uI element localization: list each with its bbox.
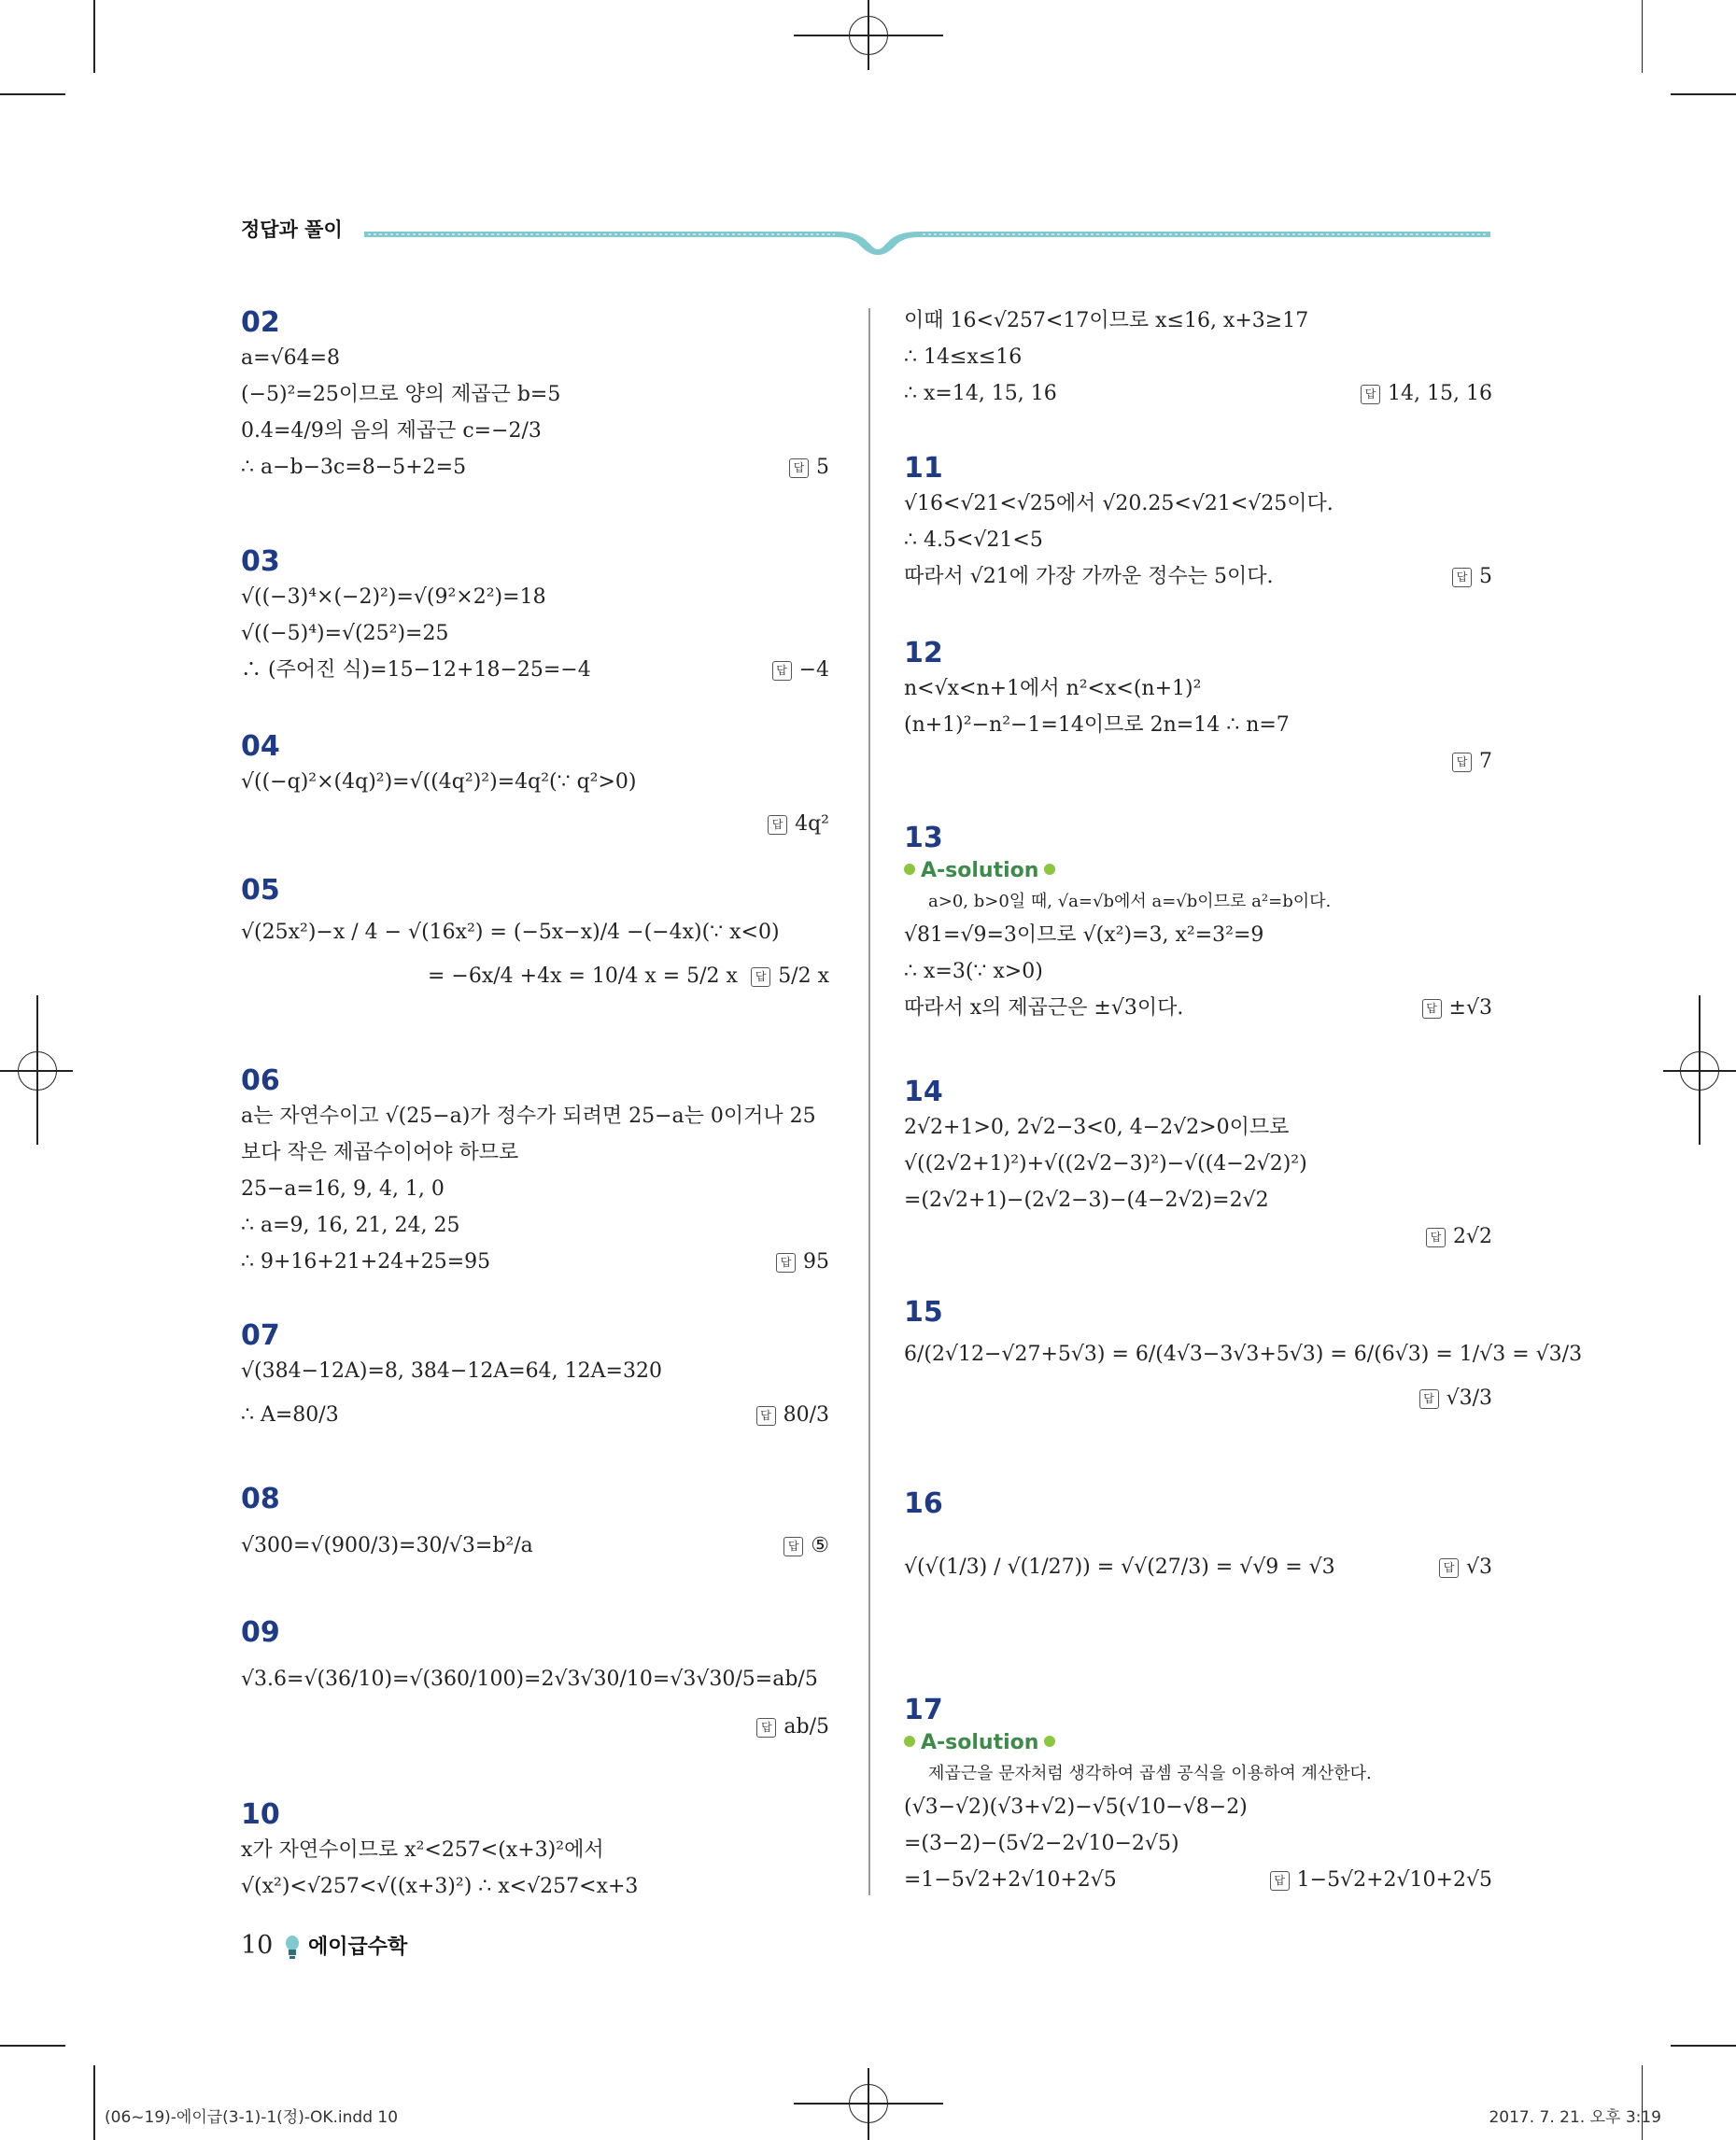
problem-number: 02	[241, 306, 280, 339]
column-divider	[868, 308, 870, 1895]
solution-line: √300=√(900/3)=30/√3=b²/a	[241, 1534, 533, 1557]
solution-line: √(√(1/3) / √(1/27)) = √√(27/3) = √√9 = √3	[904, 1556, 1335, 1579]
answer	[772, 652, 829, 688]
solution-line: 이때 16<√257<17이므로 x≤16, x+3≥17	[904, 309, 1309, 332]
answer-value: 4q²	[795, 812, 829, 836]
answer-value: 14, 15, 16	[1388, 382, 1492, 405]
problem-16	[904, 1487, 1502, 1585]
solution-line: (n+1)²−n²−1=14이므로 2n=14 ∴ n=7	[904, 713, 1290, 737]
problem-number: 12	[904, 637, 943, 669]
answer	[1422, 990, 1492, 1026]
solution-line: a=√64=8	[241, 346, 340, 370]
answer-mark: 답	[756, 1718, 776, 1738]
answer-value: ab/5	[783, 1715, 829, 1739]
a-solution-note: 제곱근을 문자처럼 생각하여 곱셈 공식을 이용하여 계산한다.	[928, 1764, 1372, 1783]
answer-mark: 답	[1270, 1871, 1290, 1891]
answer	[756, 1709, 829, 1745]
solution-line: √16<√21<√25에서 √20.25<√21<√25이다.	[904, 492, 1334, 515]
answer	[768, 806, 829, 842]
crop-mark	[1642, 2065, 1644, 2140]
problem-number: 13	[904, 822, 943, 854]
answer-value: 5/2 x	[778, 964, 829, 988]
answer-mark: 답	[772, 661, 792, 681]
answer-mark: 답	[751, 967, 770, 987]
solution-line: 2√2+1>0, 2√2−3<0, 4−2√2>0이므로	[904, 1116, 1290, 1139]
solution-line: ∴ a=9, 16, 21, 24, 25	[241, 1214, 460, 1237]
problem-10	[241, 1798, 839, 1905]
solution-line: ∴ 4.5<√21<5	[904, 528, 1043, 552]
answer	[1452, 558, 1492, 595]
answer-mark: 답	[1426, 1228, 1446, 1247]
solution-line: =(2√2+1)−(2√2−3)−(4−2√2)=2√2	[904, 1189, 1269, 1212]
problem-number: 04	[241, 730, 280, 763]
problem-03	[241, 545, 839, 688]
problem-number: 06	[241, 1064, 280, 1097]
problem-02	[241, 306, 839, 486]
solution-line: √((−3)⁴×(−2)²)=√(9²×2²)=18	[241, 585, 546, 609]
print-slug-file: (06~19)-에이급(3-1)-1(정)-OK.indd 10	[105, 2108, 399, 2127]
solution-line: ∴ a−b−3c=8−5+2=5	[241, 456, 467, 479]
crop-mark	[1671, 2045, 1736, 2047]
crop-mark	[0, 2045, 65, 2047]
lightbulb-icon	[283, 1935, 302, 1961]
problem-number: 14	[904, 1076, 943, 1108]
answer-value: √3	[1465, 1556, 1492, 1579]
answer	[756, 1397, 829, 1433]
problem-12	[904, 637, 1502, 780]
solution-line: ∴ (주어진 식)=15−12+18−25=−4	[241, 658, 591, 682]
problem-number: 17	[904, 1694, 943, 1726]
problem-05	[241, 874, 839, 994]
solution-line: 0.4̇=4/9의 음의 제곱근 c=−2/3	[241, 419, 542, 443]
problem-number: 11	[904, 452, 943, 485]
solution-line: 보다 작은 제곱수이어야 하므로	[241, 1141, 519, 1164]
answer-mark: 답	[756, 1406, 776, 1426]
problem-number: 03	[241, 545, 280, 578]
solution-line: =(3−2)−(5√2−2√10−2√5)	[904, 1832, 1179, 1855]
problem-17	[904, 1694, 1502, 1898]
crop-mark	[0, 93, 65, 95]
solution-line: x가 자연수이므로 x²<257<(x+3)²에서	[241, 1838, 604, 1862]
answer-value: 80/3	[783, 1403, 829, 1427]
solution-line: (√3−√2)(√3+√2)−√5(√10−√8−2)	[904, 1795, 1248, 1819]
answer-mark: 답	[783, 1537, 803, 1556]
answer-mark: 답	[1452, 568, 1472, 587]
crop-mark	[1642, 0, 1644, 73]
problem-number: 16	[904, 1487, 943, 1520]
answer	[1270, 1862, 1492, 1898]
answer-value: 7	[1479, 750, 1492, 773]
solution-line: a는 자연수이고 √(25−a)가 정수가 되려면 25−a는 0이거나 25	[241, 1105, 816, 1128]
problem-number: 07	[241, 1319, 280, 1352]
answer-value: −4	[798, 658, 829, 682]
answer-mark: 답	[789, 458, 809, 478]
answer-mark: 답	[768, 815, 787, 835]
solution-line: √((−5)⁴)=√(25²)=25	[241, 622, 449, 645]
a-solution-heading: A-solution	[904, 855, 1502, 887]
solution-line: =1−5√2+2√10+2√5	[904, 1868, 1117, 1892]
solution-line: √(x²)<√257<√((x+3)²) ∴ x<√257<x+3	[241, 1875, 639, 1898]
solution-line: 따라서 x의 제곱근은 ±√3이다.	[904, 996, 1184, 1020]
problem-15	[904, 1296, 1583, 1416]
answer-mark: 답	[1422, 999, 1442, 1019]
problem-09	[241, 1616, 839, 1745]
answer-value: 2√2	[1452, 1225, 1492, 1248]
answer	[1439, 1549, 1492, 1585]
answer-mark: 답	[776, 1253, 796, 1273]
answer	[776, 1244, 829, 1280]
solution-line: ∴ x=14, 15, 16	[904, 382, 1057, 405]
answer-value: √3/3	[1446, 1387, 1492, 1410]
crop-mark	[1671, 93, 1736, 95]
section-title: 정답과 풀이	[241, 218, 343, 241]
a-solution-note: a>0, b>0일 때, √a=√b에서 a=√b이므로 a²=b이다.	[928, 892, 1332, 911]
header-band	[362, 220, 1494, 258]
a-solution-heading: A-solution	[904, 1727, 1502, 1759]
problem-04	[241, 730, 839, 842]
print-slug-date: 2017. 7. 21. 오후 3:19	[1489, 2108, 1661, 2127]
solution-line: √3.6=√(36/10)=√(360/100)=2√3√30/10=√3√30/5=ab/5	[241, 1668, 818, 1691]
answer	[789, 449, 829, 486]
solution-line: √(25x²)−x / 4 − √(16x²) = (−5x−x)/4 −(−4x)(∵ x<0)	[241, 921, 780, 944]
solution-line: ∴ 9+16+21+24+25=95	[241, 1250, 491, 1274]
problem-06	[241, 1064, 839, 1280]
answer-mark: 답	[1361, 385, 1380, 404]
answer-value: 5	[1479, 565, 1492, 588]
crop-mark	[93, 0, 95, 73]
problem-number: 15	[904, 1296, 943, 1329]
solution-line: 25−a=16, 9, 4, 1, 0	[241, 1177, 445, 1201]
solution-line: = −6x/4 +4x = 10/4 x = 5/2 x	[428, 964, 738, 988]
problem-13	[904, 822, 1502, 1026]
problem-08	[241, 1483, 839, 1564]
answer	[1361, 375, 1492, 412]
crop-mark	[93, 2065, 95, 2140]
solution-line: √(384−12A)=8, 384−12A=64, 12A=320	[241, 1359, 662, 1383]
answer-value: 1−5√2+2√10+2√5	[1296, 1868, 1492, 1892]
page-number: 10	[241, 1931, 274, 1960]
answer	[1419, 1380, 1492, 1416]
problem-11	[904, 452, 1502, 595]
problem-10-continued	[904, 303, 1502, 412]
solution-line: 6/(2√12−√27+5√3) = 6/(4√3−3√3+5√3) = 6/(6√3) = 1/√3 = √3/3	[904, 1343, 1583, 1366]
solution-line: ∴ A=80/3	[241, 1403, 339, 1427]
problem-07	[241, 1319, 839, 1433]
answer	[1452, 743, 1492, 780]
problem-number: 10	[241, 1798, 280, 1831]
problem-number: 05	[241, 874, 280, 907]
answer	[783, 1528, 829, 1564]
answer-mark: 답	[1452, 753, 1472, 772]
problem-number: 08	[241, 1483, 280, 1515]
solution-line: √((2√2+1)²)+√((2√2−3)²)−√((4−2√2)²)	[904, 1152, 1307, 1176]
answer-value: 95	[803, 1250, 829, 1274]
problem-number: 09	[241, 1616, 280, 1649]
solution-line: n<√x<n+1에서 n²<x<(n+1)²	[904, 677, 1202, 700]
solution-line: √81=√9=3이므로 √(x²)=3, x²=3²=9	[904, 923, 1264, 947]
solution-line: (−5)²=25이므로 양의 제곱근 b=5	[241, 383, 561, 406]
solution-line: √((−q)²×(4q)²)=√((4q²)²)=4q²(∵ q²>0)	[241, 770, 637, 794]
answer	[1426, 1218, 1492, 1255]
solution-line: 따라서 √21에 가장 가까운 정수는 5이다.	[904, 565, 1274, 588]
answer-mark: 답	[1439, 1558, 1459, 1578]
answer-value: ⑤	[811, 1534, 829, 1557]
answer	[751, 958, 829, 994]
solution-line: ∴ x=3(∵ x>0)	[904, 960, 1043, 983]
solution-line: ∴ 14≤x≤16	[904, 345, 1023, 369]
answer-value: ±√3	[1448, 996, 1492, 1020]
problem-14	[904, 1076, 1502, 1255]
answer-mark: 답	[1419, 1389, 1439, 1409]
answer-value: 5	[816, 456, 829, 479]
brand-logo: 에이급수학	[308, 1936, 408, 1959]
